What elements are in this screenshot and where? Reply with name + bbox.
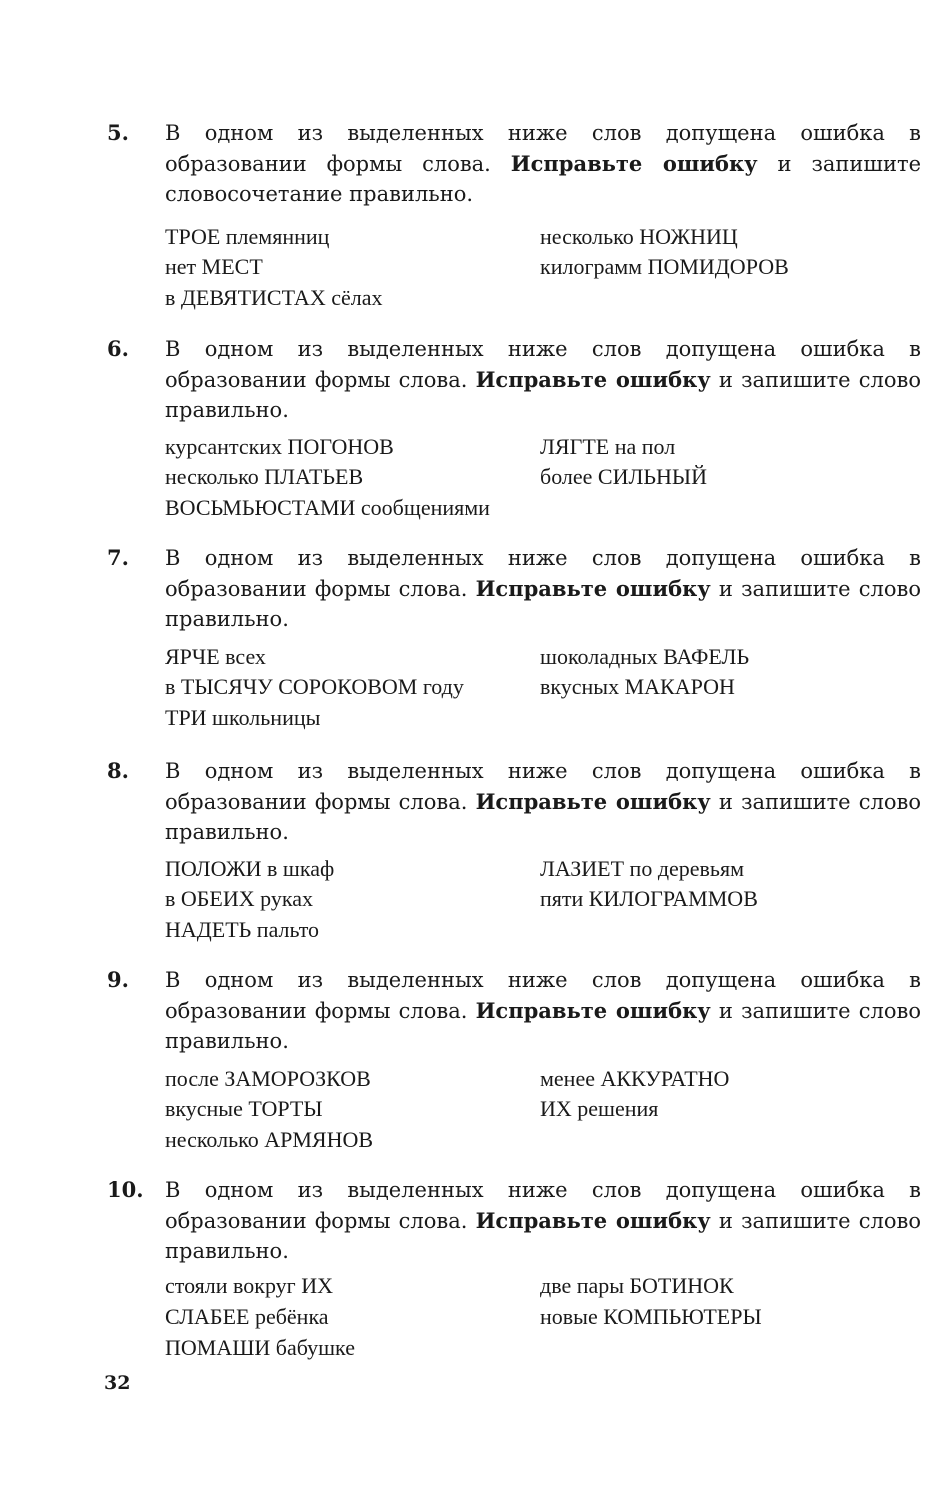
- option-item: ПОЛОЖИ в шкаф: [165, 856, 335, 881]
- option-item: НАДЕТЬ пальто: [165, 917, 320, 942]
- option-item: ТРИ школьницы: [165, 705, 321, 730]
- option-item: шоколадных ВАФЕЛЬ: [540, 644, 750, 669]
- option-item: килограмм ПОМИДОРОВ: [540, 254, 789, 279]
- option-item: вкусных МАКАРОН: [540, 674, 735, 699]
- task-number: 8.: [107, 758, 129, 783]
- option-item: ЯРЧЕ всех: [165, 644, 266, 669]
- option-item: в ТЫСЯЧУ СОРОКОВОМ году: [165, 674, 464, 699]
- option-item: пяти КИЛОГРАММОВ: [540, 886, 758, 911]
- option-item: курсантских ПОГОНОВ: [165, 434, 394, 459]
- option-item: менее АККУРАТНО: [540, 1066, 730, 1091]
- page-number: 32: [104, 1372, 131, 1394]
- option-item: ЛАЗИЕТ по деревьям: [540, 856, 745, 881]
- option-item: две пары БОТИНОК: [540, 1273, 734, 1298]
- task-number: 6.: [107, 336, 129, 361]
- task-number: 10.: [107, 1177, 144, 1202]
- option-item: несколько НОЖНИЦ: [540, 224, 738, 249]
- option-item: ПОМАШИ бабушке: [165, 1335, 355, 1360]
- option-item: стояли вокруг ИХ: [165, 1273, 333, 1298]
- task-instruction: В одном из выделенных ниже слов допущена ошибка в образовании формы слова. Исправьте ошибку и запишите слово правильно.: [165, 759, 922, 844]
- task-instruction: В одном из выделенных ниже слов допущена ошибка в образовании формы слова. Исправьте ошибку и запишите словосочетание правильно.: [165, 121, 921, 206]
- task-instruction: В одном из выделенных ниже слов допущена ошибка в образовании формы слова. Исправьте ошибку и запишите слово правильно.: [165, 1178, 922, 1263]
- option-item: ИХ решения: [540, 1096, 659, 1121]
- task-instruction: В одном из выделенных ниже слов допущена ошибка в образовании формы слова. Исправьте ошибку и запишите слово правильно.: [165, 546, 922, 631]
- option-item: нет МЕСТ: [165, 254, 263, 279]
- option-item: в ОБЕИХ руках: [165, 886, 313, 911]
- option-item: несколько АРМЯНОВ: [165, 1127, 374, 1152]
- option-item: новые КОМПЬЮТЕРЫ: [540, 1304, 762, 1329]
- task-number: 7.: [107, 545, 129, 570]
- task-number: 5.: [107, 120, 129, 145]
- option-item: после ЗАМОРОЗКОВ: [165, 1066, 371, 1091]
- option-item: в ДЕВЯТИСТАХ сёлах: [165, 285, 383, 310]
- task-instruction: В одном из выделенных ниже слов допущена ошибка в образовании формы слова. Исправьте ошибку и запишите слово правильно.: [165, 337, 922, 422]
- option-item: СЛАБЕЕ ребёнка: [165, 1304, 329, 1329]
- option-item: более СИЛЬНЫЙ: [540, 464, 707, 489]
- option-item: вкусные ТОРТЫ: [165, 1096, 323, 1121]
- task-instruction: В одном из выделенных ниже слов допущена ошибка в образовании формы слова. Исправьте ошибку и запишите слово правильно.: [165, 968, 922, 1053]
- option-item: ВОСЬМЬЮСТАМИ сообщениями: [165, 495, 490, 520]
- option-item: несколько ПЛАТЬЕВ: [165, 464, 364, 489]
- option-item: ТРОЕ племянниц: [165, 224, 330, 249]
- task-number: 9.: [107, 967, 129, 992]
- option-item: ЛЯГТЕ на пол: [540, 434, 676, 459]
